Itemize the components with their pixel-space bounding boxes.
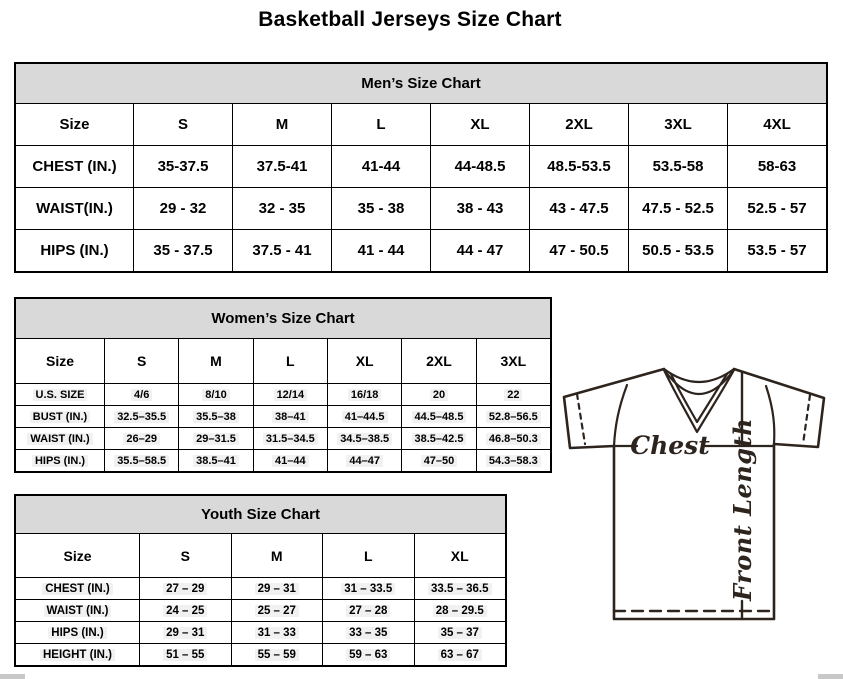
jersey-collar	[664, 369, 734, 432]
row-label: CHEST (IN.)	[16, 145, 133, 187]
cell-value: 44 - 47	[430, 229, 529, 271]
cell-value	[139, 621, 231, 643]
column-header: 2XL	[401, 338, 475, 383]
cell-value	[414, 599, 506, 621]
column-header: L	[253, 338, 327, 383]
cell-value	[178, 383, 252, 405]
cell-value	[178, 405, 252, 427]
cell-value	[139, 599, 231, 621]
cell-value-text: 26–29	[123, 433, 160, 445]
cell-value-text: 32.5–35.5	[114, 411, 169, 423]
table-title: Women’s Size Chart	[16, 299, 550, 338]
column-header: M	[231, 533, 323, 577]
column-header: 2XL	[529, 103, 628, 145]
cell-value: 44-48.5	[430, 145, 529, 187]
row-label: WAIST(IN.)	[16, 187, 133, 229]
cell-value-text: 54.3–58.3	[486, 455, 541, 467]
cell-value-text: 44.5–48.5	[412, 411, 467, 423]
column-header: M	[232, 103, 331, 145]
womens-size-chart-table	[14, 297, 552, 473]
column-header: S	[104, 338, 178, 383]
row-label-text: HIPS (IN.)	[32, 455, 88, 467]
cell-value-text: 31 – 33	[255, 627, 299, 639]
jersey-outline	[564, 369, 824, 619]
row-label-text: BUST (IN.)	[30, 411, 90, 423]
cell-value	[401, 383, 475, 405]
cell-value	[231, 599, 323, 621]
cell-value-text: 41–44.5	[342, 411, 388, 423]
cell-value: 53.5-58	[628, 145, 727, 187]
cell-value-text: 28 – 29.5	[433, 605, 487, 617]
cell-value	[476, 405, 550, 427]
cell-value-text: 12/14	[274, 389, 308, 401]
cell-value	[401, 405, 475, 427]
row-label	[16, 405, 104, 427]
cell-value: 32 - 35	[232, 187, 331, 229]
jersey-armhole-seam-right	[766, 386, 774, 444]
cell-value	[139, 577, 231, 599]
cell-value-text: 44–47	[346, 455, 383, 467]
cell-value-text: 51 – 55	[163, 649, 207, 661]
jersey-measurement-diagram	[560, 365, 830, 624]
size-column-header: Size	[16, 338, 104, 383]
table-title: Men’s Size Chart	[16, 64, 826, 103]
cell-value: 35-37.5	[133, 145, 232, 187]
cell-value	[178, 449, 252, 471]
cell-value: 29 - 32	[133, 187, 232, 229]
row-label	[16, 383, 104, 405]
cell-value-text: 55 – 59	[255, 649, 299, 661]
column-header: L	[322, 533, 414, 577]
column-header: 3XL	[628, 103, 727, 145]
cell-value-text: 24 – 25	[163, 605, 207, 617]
cell-value: 37.5 - 41	[232, 229, 331, 271]
cell-value	[327, 427, 401, 449]
cell-value	[253, 383, 327, 405]
cell-value-text: 59 – 63	[346, 649, 390, 661]
cell-value-text: 27 – 29	[163, 583, 207, 595]
cell-value	[231, 577, 323, 599]
cell-value	[253, 449, 327, 471]
cell-value: 48.5-53.5	[529, 145, 628, 187]
column-header: S	[133, 103, 232, 145]
cell-value-text: 27 – 28	[346, 605, 390, 617]
cell-value-text: 35.5–58.5	[114, 455, 169, 467]
cell-value-text: 41–44	[272, 455, 309, 467]
selection-handle-artifact-right	[818, 674, 843, 679]
selection-handle-artifact-left	[0, 674, 25, 679]
row-label	[16, 577, 139, 599]
cell-value-text: 33 – 35	[346, 627, 390, 639]
row-label-text: U.S. SIZE	[33, 389, 88, 401]
cell-value	[253, 427, 327, 449]
cell-value: 35 - 38	[331, 187, 430, 229]
cell-value	[476, 383, 550, 405]
page-title: Basketball Jerseys Size Chart	[258, 8, 562, 31]
cell-value	[476, 449, 550, 471]
cell-value-text: 31 – 33.5	[341, 583, 395, 595]
cell-value: 37.5-41	[232, 145, 331, 187]
cell-value-text: 22	[504, 389, 522, 401]
cell-value-text: 4/6	[131, 389, 152, 401]
cell-value: 52.5 - 57	[727, 187, 826, 229]
cell-value-text: 38–41	[272, 411, 309, 423]
cell-value	[414, 577, 506, 599]
row-label-text: WAIST (IN.)	[44, 605, 112, 617]
cell-value: 47 - 50.5	[529, 229, 628, 271]
cell-value: 47.5 - 52.5	[628, 187, 727, 229]
size-column-header: Size	[16, 533, 139, 577]
cell-value	[231, 621, 323, 643]
cell-value	[322, 643, 414, 665]
cell-value: 58-63	[727, 145, 826, 187]
cell-value	[327, 405, 401, 427]
row-label	[16, 427, 104, 449]
chest-label: Chest	[630, 431, 710, 460]
cell-value-text: 46.8–50.3	[486, 433, 541, 445]
cell-value-text: 63 – 67	[438, 649, 482, 661]
cell-value	[414, 621, 506, 643]
column-header: S	[139, 533, 231, 577]
row-label-text: HIPS (IN.)	[48, 627, 106, 639]
jersey-armhole-seam-left	[614, 385, 627, 446]
cell-value-text: 35.5–38	[193, 411, 239, 423]
row-label	[16, 643, 139, 665]
cell-value-text: 38.5–42.5	[412, 433, 467, 445]
cell-value-text: 31.5–34.5	[263, 433, 318, 445]
row-label	[16, 599, 139, 621]
cell-value	[414, 643, 506, 665]
cell-value: 35 - 37.5	[133, 229, 232, 271]
cell-value-text: 35 – 37	[438, 627, 482, 639]
cell-value-text: 16/18	[348, 389, 382, 401]
cell-value	[178, 427, 252, 449]
cell-value-text: 20	[430, 389, 448, 401]
cell-value-text: 52.8–56.5	[486, 411, 541, 423]
cell-value	[231, 643, 323, 665]
sleeve-dash-left	[577, 394, 585, 444]
cell-value	[253, 405, 327, 427]
cell-value	[401, 449, 475, 471]
cell-value-text: 25 – 27	[255, 605, 299, 617]
cell-value: 50.5 - 53.5	[628, 229, 727, 271]
column-header: M	[178, 338, 252, 383]
cell-value: 43 - 47.5	[529, 187, 628, 229]
cell-value: 53.5 - 57	[727, 229, 826, 271]
cell-value-text: 34.5–38.5	[337, 433, 392, 445]
cell-value-text: 33.5 – 36.5	[428, 583, 492, 595]
column-header: L	[331, 103, 430, 145]
cell-value: 38 - 43	[430, 187, 529, 229]
row-label-text: CHEST (IN.)	[42, 583, 113, 595]
row-label-text: WAIST (IN.)	[27, 433, 92, 445]
row-label-text: HEIGHT (IN.)	[40, 649, 115, 661]
table-title: Youth Size Chart	[16, 496, 505, 533]
front-length-label: Front Length	[728, 417, 757, 601]
size-column-header: Size	[16, 103, 133, 145]
youth-size-chart-table	[14, 494, 507, 667]
row-label	[16, 449, 104, 471]
column-header: XL	[414, 533, 506, 577]
cell-value	[322, 621, 414, 643]
cell-value-text: 29–31.5	[193, 433, 239, 445]
cell-value	[322, 577, 414, 599]
cell-value	[104, 405, 178, 427]
cell-value-text: 29 – 31	[255, 583, 299, 595]
cell-value: 41 - 44	[331, 229, 430, 271]
cell-value-text: 29 – 31	[163, 627, 207, 639]
cell-value: 41-44	[331, 145, 430, 187]
cell-value-text: 8/10	[202, 389, 229, 401]
column-header: 4XL	[727, 103, 826, 145]
row-label	[16, 621, 139, 643]
row-label: HIPS (IN.)	[16, 229, 133, 271]
cell-value-text: 47–50	[421, 455, 458, 467]
cell-value	[139, 643, 231, 665]
cell-value	[476, 427, 550, 449]
column-header: 3XL	[476, 338, 550, 383]
cell-value	[104, 427, 178, 449]
cell-value	[322, 599, 414, 621]
cell-value-text: 38.5–41	[193, 455, 239, 467]
column-header: XL	[430, 103, 529, 145]
sleeve-dash-right	[803, 395, 810, 444]
column-header: XL	[327, 338, 401, 383]
mens-size-chart-table	[14, 62, 828, 273]
cell-value	[104, 449, 178, 471]
cell-value	[327, 449, 401, 471]
cell-value	[104, 383, 178, 405]
cell-value	[327, 383, 401, 405]
cell-value	[401, 427, 475, 449]
